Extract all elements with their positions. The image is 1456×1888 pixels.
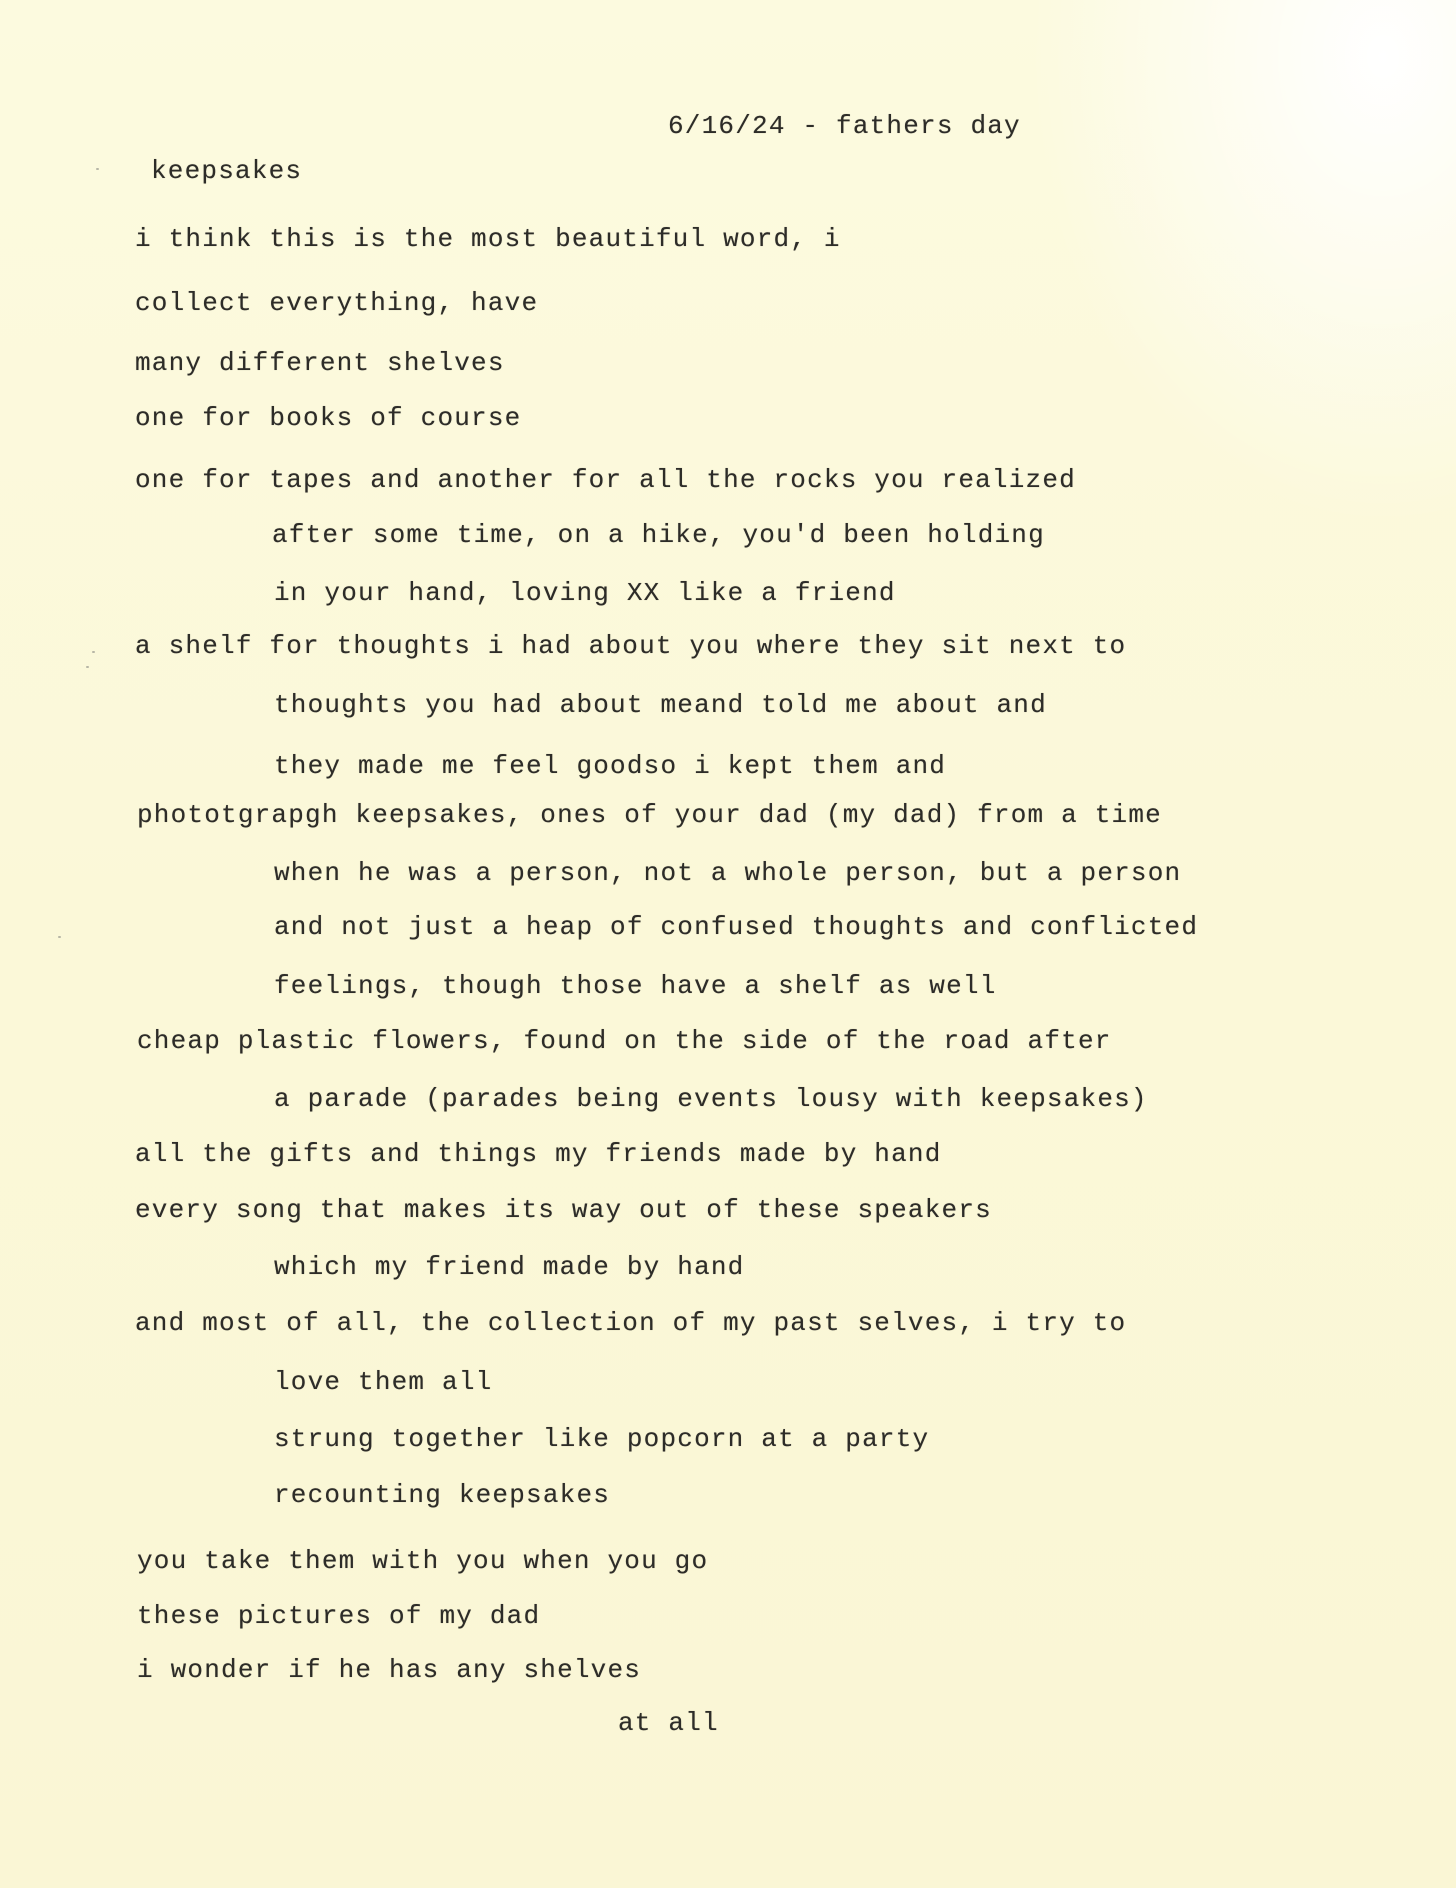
paper-speck [58,936,61,938]
poem-line: one for books of course [135,403,522,433]
poem-line: in your hand, loving XX like a friend [274,578,896,608]
poem-line: at all [618,1708,719,1738]
poem-line: a shelf for thoughts i had about you where they sit next to [135,631,1127,661]
paper-speck [92,651,95,653]
poem-line: you take them with you when you go [137,1546,709,1576]
poem-line: strung together like popcorn at a party [274,1424,930,1454]
poem-line: feelings, though those have a shelf as well [274,971,997,1001]
poem-line: when he was a person, not a whole person, but a person [274,858,1182,888]
poem-line: one for tapes and another for all the rocks you realized [135,465,1076,495]
poem-line: and most of all, the collection of my past selves, i try to [135,1308,1127,1338]
poem-line: collect everything, have [135,288,539,318]
poem-line: a parade (parades being events lousy with keepsakes) [274,1084,1148,1114]
poem-line: every song that makes its way out of these speakers [135,1195,992,1225]
poem-line: they made me feel goodso i kept them and [274,751,947,781]
poem-line: after some time, on a hike, you'd been holding [272,520,1045,550]
poem-line: love them all [274,1367,493,1397]
poem-line: i think this is the most beautiful word, i [135,224,841,254]
poem-line: phototgrapgh keepsakes, ones of your dad (my dad) from a time [137,800,1162,830]
paper-speck [86,666,89,668]
poem-line: recounting keepsakes [274,1480,611,1510]
poem-line: i wonder if he has any shelves [137,1655,642,1685]
date-line: 6/16/24 - fathers day [668,111,1021,141]
poem-line: these pictures of my dad [137,1601,541,1631]
poem-title: keepsakes [151,156,303,186]
poem-line: all the gifts and things my friends made by hand [135,1139,942,1169]
poem-line: and not just a heap of confused thoughts and conflicted [274,912,1199,942]
poem-line: cheap plastic flowers, found on the side of the road after [137,1026,1112,1056]
poem-line: which my friend made by hand [274,1252,745,1282]
paper-speck [96,168,99,170]
poem-line: many different shelves [135,348,505,378]
poem-line: thoughts you had about meand told me about and [274,690,1047,720]
